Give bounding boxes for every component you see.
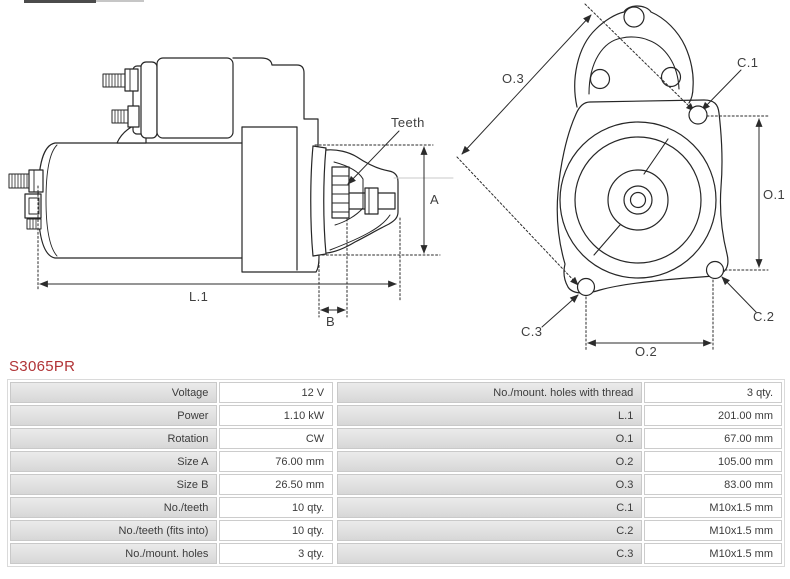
spec-value: 12 V <box>219 382 333 403</box>
table-row <box>337 405 782 426</box>
spec-label: C.3 <box>337 543 642 564</box>
spec-value: 10 qty. <box>219 497 333 518</box>
spec-value: M10x1.5 mm <box>644 520 782 541</box>
mounting-holes <box>578 106 724 296</box>
spec-label: O.3 <box>337 474 642 495</box>
spec-value: 26.50 mm <box>219 474 333 495</box>
spec-label: C.2 <box>337 520 642 541</box>
spec-label: O.1 <box>337 428 642 449</box>
dim-o2-label: O.2 <box>635 344 658 359</box>
spec-value: 3 qty. <box>219 543 333 564</box>
table-row <box>337 451 782 472</box>
spec-value: 83.00 mm <box>644 474 782 495</box>
table-row <box>337 474 782 495</box>
dim-c1-label: C.1 <box>737 55 759 70</box>
spec-label: Power <box>10 405 217 426</box>
table-row <box>337 543 782 564</box>
table-row <box>10 474 333 495</box>
spec-value: 67.00 mm <box>644 428 782 449</box>
table-row <box>10 543 333 564</box>
spec-label: O.2 <box>337 451 642 472</box>
side-view-linework <box>9 58 398 272</box>
table-row <box>10 428 333 449</box>
spec-table-left <box>8 380 335 566</box>
teeth-label: Teeth <box>391 115 425 130</box>
spec-value: 105.00 mm <box>644 451 782 472</box>
dim-c2-label: C.2 <box>753 309 775 324</box>
spec-value: CW <box>219 428 333 449</box>
side-view-dimensions <box>38 131 453 317</box>
dim-o3-label: O.3 <box>502 71 525 86</box>
part-number: S3065PR <box>9 358 76 375</box>
table-row <box>10 497 333 518</box>
dim-o1-label: O.1 <box>763 187 786 202</box>
spec-value: 201.00 mm <box>644 405 782 426</box>
spec-label: C.1 <box>337 497 642 518</box>
spec-label: Size B <box>10 474 217 495</box>
table-row <box>337 520 782 541</box>
spec-label: No./teeth (fits into) <box>10 520 217 541</box>
dim-b-label: B <box>326 314 336 329</box>
table-row <box>337 428 782 449</box>
spec-label: Rotation <box>10 428 217 449</box>
dim-c3-label: C.3 <box>521 324 543 339</box>
spec-label: No./mount. holes with thread <box>337 382 642 403</box>
spec-table-right <box>335 380 784 566</box>
table-row <box>337 382 782 403</box>
dim-a-label: A <box>430 192 440 207</box>
spec-value: 10 qty. <box>219 520 333 541</box>
spec-label: No./mount. holes <box>10 543 217 564</box>
spec-label: Voltage <box>10 382 217 403</box>
table-row <box>10 451 333 472</box>
front-view-linework <box>557 6 728 293</box>
dim-l1-label: L.1 <box>189 289 209 304</box>
spec-label: Size A <box>10 451 217 472</box>
table-row <box>10 520 333 541</box>
table-row <box>10 382 333 403</box>
spec-value: 1.10 kW <box>219 405 333 426</box>
spec-value: M10x1.5 mm <box>644 497 782 518</box>
table-row <box>337 497 782 518</box>
spec-value: 3 qty. <box>644 382 782 403</box>
spec-value: M10x1.5 mm <box>644 543 782 564</box>
spec-label: L.1 <box>337 405 642 426</box>
spec-label: No./teeth <box>10 497 217 518</box>
table-row <box>10 405 333 426</box>
spec-value: 76.00 mm <box>219 451 333 472</box>
spec-tables <box>7 379 785 567</box>
